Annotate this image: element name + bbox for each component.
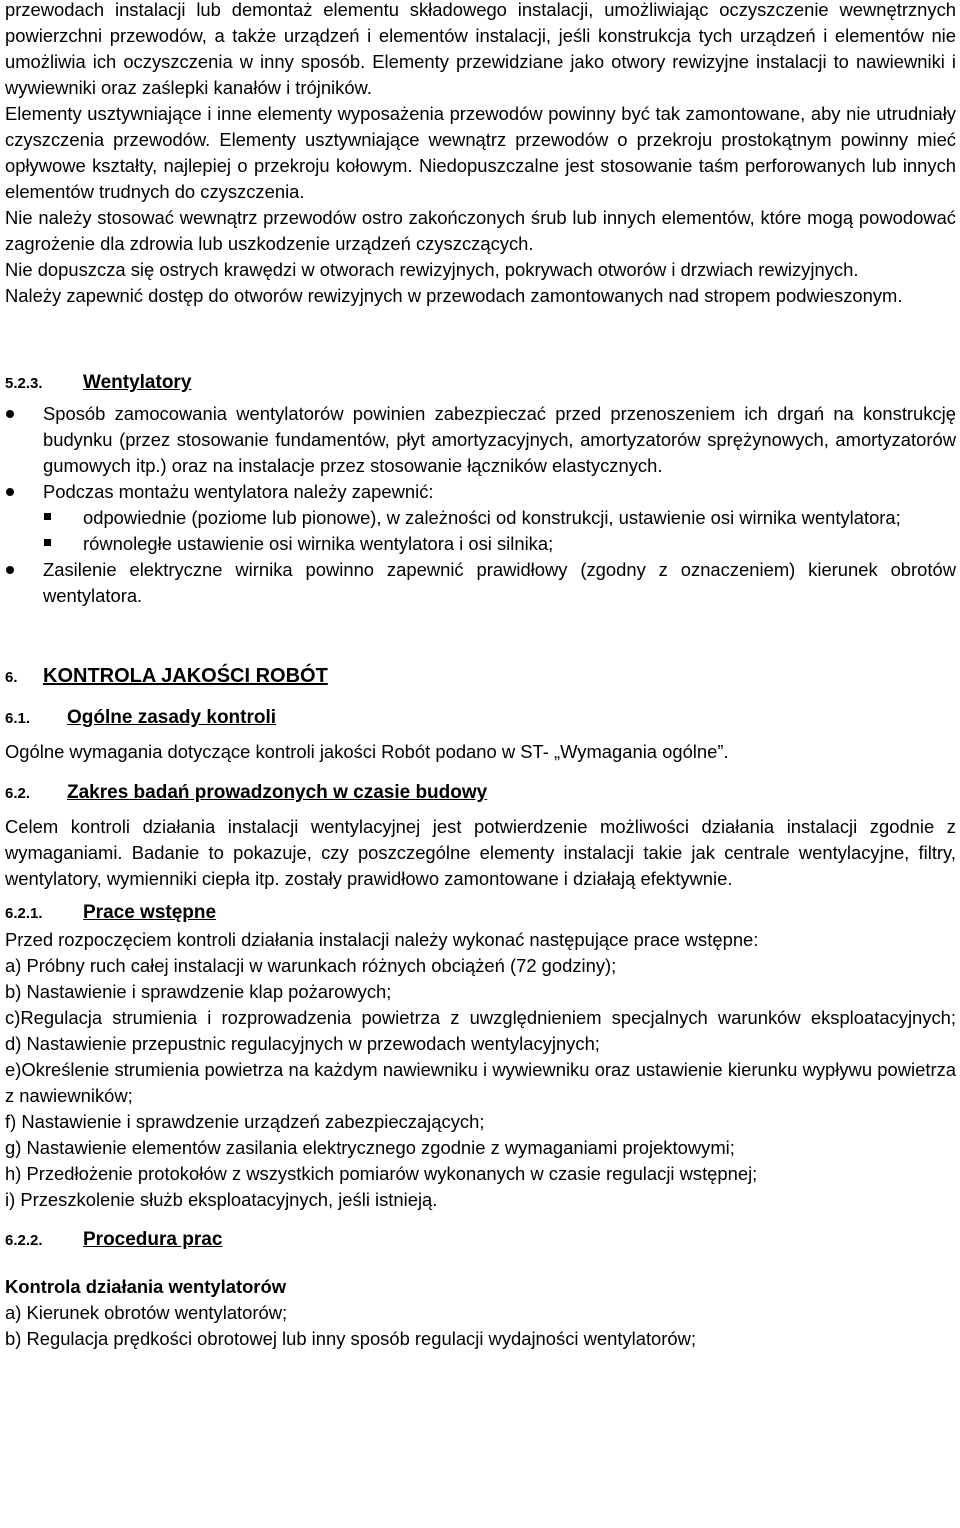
section-heading-6-2-1 bbox=[5, 900, 956, 927]
section-title: Ogólne zasady kontroli bbox=[67, 707, 277, 728]
section-heading-5-2-3 bbox=[5, 370, 956, 397]
paragraph-stiffening-elements: Elementy usztywniające i inne elementy wyposażenia przewodów powinny być tak zamontowane, aby nie utrudniały czyszczenia przewodów. Elementy usztywniające wewnątrz przewodów o przekroju prostokątnym powinny mieć opływowe kształty, najlepiej o przekroju kołowym. Niedopuszczalne jest stosowanie taśm perforowanych lub innych elementów trudnych do czyszczenia. bbox=[5, 103, 956, 202]
paragraph-general-requirements: Ogólne wymagania dotyczące kontroli jakości Robót podano w ST- „Wymagania ogólne”. bbox=[5, 741, 729, 762]
list-item: b) Regulacja prędkości obrotowej lub inny sposób regulacji wydajności wentylatorów; bbox=[5, 1328, 697, 1349]
list-item: i) Przeszkolenie służb eksploatacyjnych, jeśli istnieją. bbox=[5, 1189, 438, 1210]
list-item bbox=[5, 479, 956, 557]
list-item: f) Nastawienie i sprawdzenie urządzeń zabezpieczających; bbox=[5, 1111, 485, 1132]
section-title: Wentylatory bbox=[83, 372, 192, 393]
section-number: 5.2.3. bbox=[5, 375, 43, 392]
list-item: a) Próbny ruch całej instalacji w warunkach różnych obciążeń (72 godziny); bbox=[5, 955, 617, 976]
paragraph-sharp-screws: Nie należy stosować wewnątrz przewodów ostro zakończonych śrub lub innych elementów, które mogą powodować zagrożenie dla zdrowia lub uszkodzenie urządzeń czyszczących. bbox=[5, 207, 956, 254]
list-item: h) Przedłożenie protokołów z wszystkich pomiarów wykonanych w czasie regulacji wstępnej; bbox=[5, 1163, 758, 1184]
list-item: b) Nastawienie i sprawdzenie klap pożarowych; bbox=[5, 981, 392, 1002]
subheading-fan-inspection: Kontrola działania wentylatorów bbox=[5, 1276, 287, 1297]
preliminary-work-list bbox=[5, 953, 956, 1213]
list-item: g) Nastawienie elementów zasilania elektrycznego zgodnie z wymaganiami projektowymi; bbox=[5, 1137, 735, 1158]
section-title: Zakres badań prowadzonych w czasie budowy bbox=[67, 782, 488, 803]
section-heading-6 bbox=[5, 663, 956, 691]
section-title: KONTROLA JAKOŚCI ROBÓT bbox=[43, 665, 328, 687]
paragraph-inspection-scope: Celem kontroli działania instalacji wentylacyjnej jest potwierdzenie możliwości działania instalacji zgodnie z wymaganiami. Badanie to pokazuje, czy poszczególne elementy instalacji takie jak centrale wentylacyjne, filtry, wentylatory, wymienniki ciepła itp. zostały prawidłowo zamontowane i działają efektywnie. bbox=[5, 816, 956, 889]
section-number: 6.2.1. bbox=[5, 905, 43, 922]
section-heading-6-1 bbox=[5, 705, 956, 732]
sublist-item: odpowiednie (poziome lub pionowe), w zależności od konstrukcji, ustawienie osi wirnika wentylatora; bbox=[43, 505, 956, 531]
list-item-text: Sposób zamocowania wentylatorów powinien zabezpieczać przed przenoszeniem ich drgań na konstrukcję budynku (przez stosowanie fundamentów, płyt amortyzacyjnych, amortyzatorów sprężynowych, amortyzatorów gumowych itp.) oraz na instalacje przez stosowanie łączników elastycznych. bbox=[43, 403, 956, 476]
section-number: 6.1. bbox=[5, 710, 31, 727]
paragraph-preliminary-intro: Przed rozpoczęciem kontroli działania instalacji należy wykonać następujące prace wstępne: bbox=[5, 929, 759, 950]
section-heading-6-2-2 bbox=[5, 1227, 956, 1254]
list-item-text: Zasilenie elektryczne wirnika powinno zapewnić prawidłowy (zgodny z oznaczeniem) kierunek obrotów wentylatora. bbox=[43, 559, 956, 606]
list-item-text: c)Regulacja strumienia i rozprowadzenia powietrza z uwzględnieniem specjalnych warunków eksploatacyjnych; bbox=[5, 1007, 956, 1028]
paragraph-cleaning-openings: przewodach instalacji lub demontaż elementu składowego instalacji, umożliwiając oczyszczenie wewnętrznych powierzchni przewodów, a także urządzeń i elementów instalacji, jeśli konstrukcja tych urządzeń i elementów nie umożliwia ich oczyszczenia w inny sposób. Elementy przewidziane jako otwory rewizyjne instalacji to nawiewniki i wywiewniki oraz zaślepki kanałów i trójników. bbox=[5, 0, 956, 98]
fan-mounting-sublist bbox=[43, 505, 956, 557]
list-item-text: Podczas montażu wentylatora należy zapewnić: bbox=[43, 481, 434, 502]
section-title: Procedura prac bbox=[83, 1229, 223, 1250]
section-number: 6.2.2. bbox=[5, 1232, 43, 1249]
section-number: 6. bbox=[5, 669, 18, 686]
fan-requirements-list bbox=[5, 401, 956, 609]
list-item: d) Nastawienie przepustnic regulacyjnych w przewodach wentylacyjnych; bbox=[5, 1033, 600, 1054]
list-item-text: e)Określenie strumienia powietrza na każdym nawiewniku i wywiewniku oraz ustawienie kierunku wypływu powietrza z nawiewników; bbox=[5, 1059, 956, 1106]
section-heading-6-2 bbox=[5, 780, 956, 807]
paragraph-sharp-edges: Nie dopuszcza się ostrych krawędzi w otworach rewizyjnych, pokrywach otworów i drzwiach rewizyjnych. bbox=[5, 259, 859, 280]
list-item bbox=[5, 1005, 956, 1031]
list-item bbox=[5, 1057, 956, 1109]
fan-inspection-list bbox=[5, 1300, 956, 1352]
list-item bbox=[5, 557, 956, 609]
sublist-item: równoległe ustawienie osi wirnika wentylatora i osi silnika; bbox=[43, 531, 956, 557]
section-number: 6.2. bbox=[5, 785, 31, 802]
document-page bbox=[5, 0, 956, 1352]
list-item bbox=[5, 401, 956, 479]
list-item: a) Kierunek obrotów wentylatorów; bbox=[5, 1302, 288, 1323]
paragraph-access-openings: Należy zapewnić dostęp do otworów rewizyjnych w przewodach zamontowanych nad stropem podwieszonym. bbox=[5, 285, 903, 306]
section-title: Prace wstępne bbox=[83, 902, 217, 923]
